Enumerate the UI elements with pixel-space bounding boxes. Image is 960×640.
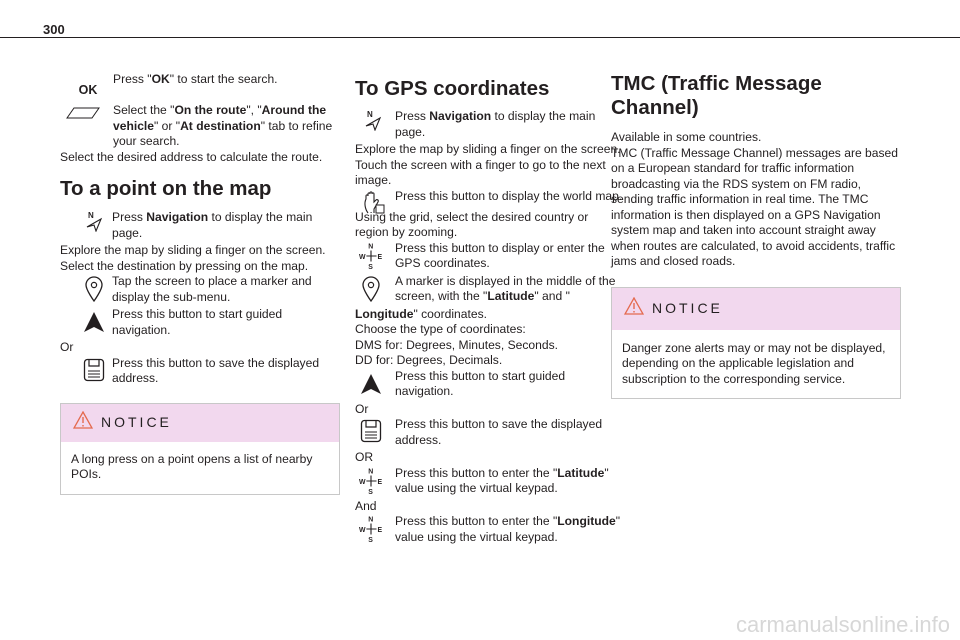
select-address-text: Select the desired address to calculate the route. <box>60 149 323 164</box>
footer-watermark: carmanualsonline.info <box>735 612 950 637</box>
guidance-arrow-icon <box>359 373 383 401</box>
notice-title-2: NOTICE <box>652 299 723 316</box>
compass-icon <box>359 466 383 494</box>
route-tab-icon <box>58 107 108 135</box>
ok-icon: OK <box>78 83 98 97</box>
svg-text:N: N <box>367 110 373 119</box>
column-1 <box>60 72 340 495</box>
svg-text:W: W <box>359 478 366 486</box>
marker-instruction: Tap the screen to place a marker and display the sub-menu. <box>60 274 340 305</box>
warning-triangle-icon <box>73 411 93 434</box>
svg-text:N: N <box>368 243 374 251</box>
nav-instruction: N Press Navigation to display the main page. <box>60 210 340 241</box>
dms-text: DMS for: Degrees, Minutes, Seconds. <box>355 337 558 352</box>
save-instruction: Press this button to save the displayed address. <box>60 356 340 387</box>
svg-text:N: N <box>368 468 374 476</box>
guided-instruction: Press this button to start guided navigation. <box>60 307 340 338</box>
compass-icon <box>359 514 383 542</box>
guidance-arrow-icon <box>82 311 106 339</box>
notice-box-1 <box>60 403 340 495</box>
or-text: Or <box>60 340 74 354</box>
column-2 <box>355 76 625 547</box>
select-destination-text: Select the destination by pressing on the map. <box>60 258 309 273</box>
svg-text:W: W <box>359 253 366 261</box>
svg-text:E: E <box>377 478 383 486</box>
svg-text:E: E <box>377 253 383 261</box>
svg-text:S: S <box>368 263 373 271</box>
longitude-instruction: N S W E Press this button to enter the "Longitude" value using the virtual keypad. <box>359 514 621 544</box>
save-disk-icon <box>82 358 106 386</box>
world-map-icon <box>361 191 385 219</box>
or-text-2: Or <box>355 401 369 416</box>
nav-instruction-2: N Press Navigation to display the main page. <box>355 109 625 140</box>
notice-box-2 <box>611 287 901 400</box>
gps-instruction: N S W E Press this button to display or enter the GPS coordinates. <box>359 240 605 271</box>
save-disk-icon <box>359 419 383 447</box>
marker-coordinates-instruction: A marker is displayed in the middle of the screen, with the "Latitude" and " <box>355 274 625 305</box>
svg-text:W: W <box>359 526 366 534</box>
guided-instruction-2: Press this button to start guided navigation. <box>355 369 625 400</box>
grid-text: Using the grid, select the desired country or region by zooming. <box>355 209 589 239</box>
choose-text: Choose the type of coordinates: <box>355 322 526 336</box>
navigation-arrow-icon <box>82 210 106 238</box>
warning-triangle-icon <box>624 297 644 320</box>
heading-point-on-map: To a point on the map <box>60 177 272 200</box>
heading-gps-coordinates: To GPS coordinates <box>355 77 550 100</box>
notice-header <box>61 404 339 442</box>
heading-tmc: TMC (Traffic Message Channel) <box>611 72 822 119</box>
map-marker-icon <box>82 276 106 304</box>
map-marker-icon <box>359 276 383 304</box>
ok-instruction: OK Press "OK" to start the search. <box>82 72 340 91</box>
notice-header-2 <box>612 288 900 330</box>
route-tab-instruction: Select the "On the route", "Around the vehicle" or "At destination" tab to refine your search. <box>60 103 340 150</box>
notice-body: A long press on a point opens a list of nearby POIs. <box>71 451 313 481</box>
latitude-instruction: N S W E Press this button to enter the "Latitude" value using the virtual keypad. <box>359 465 609 496</box>
svg-text:S: S <box>368 536 373 544</box>
compass-icon <box>359 241 383 269</box>
and-text: And <box>355 498 377 513</box>
available-text: Available in some countries. <box>611 130 762 144</box>
touch-text: Touch the screen with a finger to go to the next image. <box>355 157 606 187</box>
tmc-body-text: TMC (Traffic Message Channel) messages are based on a European standard for traffic information broadcasting via the RDS system on FM radio, sending traffic information in real time. The TMC information is then displayed on a GPS Navigation system map and taken into account straight away when routes are calculated, to avoid accidents, traffic jams and closed roads. <box>611 145 899 268</box>
explore-text: Explore the map by sliding a finger on the screen. <box>60 243 326 257</box>
page-number: 300 <box>43 22 65 37</box>
notice-title: NOTICE <box>101 413 172 430</box>
marker-coordinates-cont: Longitude" coordinates. <box>355 306 487 321</box>
header-rule <box>0 37 960 38</box>
or-text-3: OR <box>355 450 374 464</box>
dd-text: DD for: Degrees, Decimals. <box>355 353 503 367</box>
world-map-instruction: Press this button to display the world map. <box>355 189 625 208</box>
explore-text-2: Explore the map by sliding a finger on the screen. <box>355 142 621 156</box>
svg-text:N: N <box>88 211 94 220</box>
svg-text:E: E <box>377 526 383 534</box>
column-3 <box>611 72 901 399</box>
navigation-arrow-icon <box>361 109 385 137</box>
notice-body-2: Danger zone alerts may or may not be displayed, depending on the applicable legislation and subscription to the corresponding service. <box>622 340 886 386</box>
svg-text:S: S <box>368 488 373 496</box>
svg-text:N: N <box>368 516 374 524</box>
save-instruction-2: Press this button to save the displayed address. <box>355 417 625 448</box>
